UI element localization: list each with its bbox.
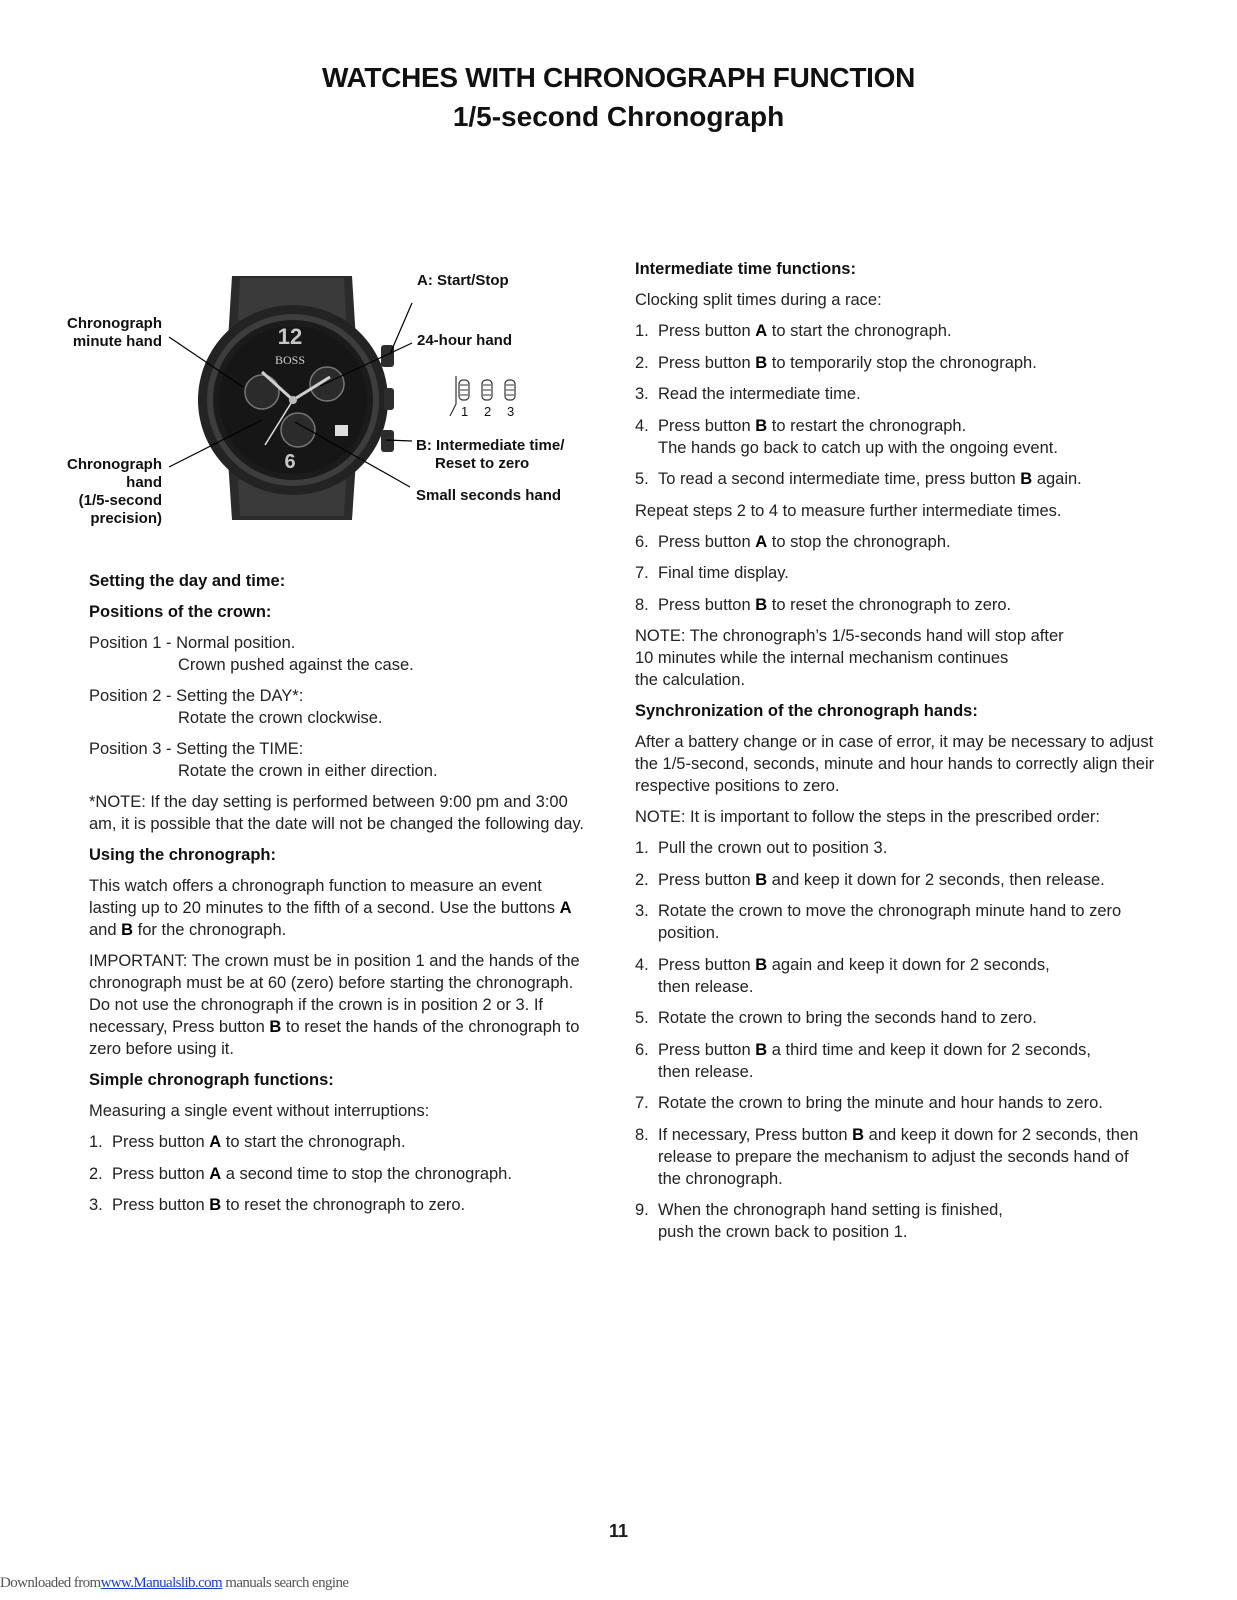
repeat-text: Repeat steps 2 to 4 to measure further intermediate times.	[635, 501, 1062, 520]
label-small-seconds-hand: Small seconds hand	[416, 487, 562, 504]
crown-position-item: Position 2 - Setting the DAY*: Rotate the crown clockwise.	[89, 687, 383, 727]
list-item: 1. Press button A to start the chronograph.	[89, 1133, 406, 1151]
label-chrono-minute-hand: Chronograph minute hand	[67, 315, 162, 350]
list-item: 5. Rotate the crown to bring the seconds hand to zero.	[635, 1009, 1037, 1027]
list-item: 6. Press button B a third time and keep it down for 2 seconds, then release.	[635, 1040, 1091, 1081]
crown-position-3: 3	[507, 404, 515, 419]
list-item: 6. Press button A to stop the chronograph.	[635, 532, 951, 551]
crown-position-item: Position 1 - Normal position. Crown pushed against the case.	[89, 634, 414, 674]
important-paragraph: IMPORTANT: The crown must be in position 1 and the hands of the chronograph must be at 60 (zero) before starting the chronograph. Do not use the chronograph if the crown is in position 2 or 3. If necessary, Press button B to reset the hands of the chronograph to zero before using it.	[89, 952, 580, 1058]
label-chrono-hand: Chronograph hand (1/5-second precision)	[67, 456, 162, 527]
crown-heading: Positions of the crown:	[89, 603, 272, 621]
list-item: 3. Rotate the crown to move the chronograph minute hand to zero position.	[635, 902, 1122, 942]
page-subtitle: 1/5-second Chronograph	[452, 101, 785, 132]
list-item: 2. Press button B and keep it down for 2 seconds, then release.	[635, 870, 1105, 889]
label-button-b: B: Intermediate time/ Reset to zero	[416, 437, 565, 472]
intermediate-intro: Clocking split times during a race:	[635, 291, 882, 309]
dial-six: 6	[284, 451, 296, 473]
label-start-stop: A: Start/Stop	[417, 272, 509, 289]
intermediate-heading: Intermediate time functions:	[635, 260, 856, 278]
sync-paragraph: After a battery change or in case of error, it may be necessary to adjust the 1/5-second, seconds, minute and hour hands to correctly align their respective positions to zero.	[635, 733, 1155, 795]
list-item: 4. Press button B to restart the chronograph. The hands go back to catch up with the ongoing event.	[635, 416, 1058, 457]
list-item: 4. Press button B again and keep it down for 2 seconds, then release.	[635, 955, 1050, 996]
list-item: 1. Pull the crown out to position 3.	[635, 839, 888, 857]
list-item: 7. Rotate the crown to bring the minute and hour hands to zero.	[635, 1094, 1103, 1112]
chrono-note: NOTE: The chronograph’s 1/5-seconds hand will stop after 10 minutes while the internal mechanism continues the calculation.	[635, 627, 1064, 689]
list-item: 3. Read the intermediate time.	[635, 385, 861, 403]
brand-logo: BOSS	[274, 353, 306, 367]
final-steps-list	[635, 531, 1155, 616]
intermediate-steps-list	[635, 320, 1155, 490]
right-column	[635, 258, 1155, 1253]
list-item: 2. Press button B to temporarily stop the chronograph.	[635, 353, 1037, 372]
list-item: 8. Press button B to reset the chronograph to zero.	[635, 595, 1012, 614]
list-item: 1. Press button A to start the chronograph.	[635, 322, 952, 340]
simple-intro: Measuring a single event without interruptions:	[89, 1102, 430, 1120]
crown-position-1: 1	[461, 404, 469, 419]
list-item: 7. Final time display.	[635, 564, 789, 582]
simple-heading: Simple chronograph functions:	[89, 1071, 334, 1089]
crown-position-item: Position 3 - Setting the TIME: Rotate the crown in either direction.	[89, 740, 438, 780]
watch-diagram	[0, 260, 600, 550]
using-paragraph: This watch offers a chronograph function to measure an event lasting up to 20 minutes to the fifth of a second. Use the buttons A and B for the chronograph.	[89, 877, 572, 939]
sync-steps-list	[635, 837, 1155, 1243]
list-item: 9. When the chronograph hand setting is finished, push the crown back to position 1.	[635, 1201, 1003, 1241]
list-item: 8. If necessary, Press button B and keep it down for 2 seconds, then release to prepare the mechanism to adjust the seconds hand of the chronograph.	[635, 1125, 1139, 1188]
simple-steps-list	[89, 1131, 589, 1216]
manualslib-link[interactable]: www.Manualslib.com	[100, 1575, 223, 1591]
day-setting-note: *NOTE: If the day setting is performed between 9:00 pm and 3:00 am, it is possible that the date will not be changed the following day.	[89, 793, 584, 833]
sync-heading: Synchronization of the chronograph hands:	[635, 702, 978, 720]
page-number: 11	[608, 1521, 629, 1541]
dial-twelve: 12	[277, 324, 303, 349]
download-footer: Downloaded fromwww.Manualslib.com manuals search engine	[0, 1575, 349, 1591]
setting-heading: Setting the day and time:	[89, 572, 286, 590]
list-item: 2. Press button A a second time to stop the chronograph.	[89, 1164, 512, 1183]
crown-position-2: 2	[484, 404, 492, 419]
list-item: 3. Press button B to reset the chronograph to zero.	[89, 1196, 466, 1214]
sync-note: NOTE: It is important to follow the steps in the prescribed order:	[635, 808, 1100, 826]
left-column	[89, 570, 589, 1226]
list-item: 5. To read a second intermediate time, press button B again.	[635, 470, 1082, 488]
page-title: WATCHES WITH CHRONOGRAPH FUNCTION	[321, 62, 916, 93]
using-heading: Using the chronograph:	[89, 846, 276, 864]
label-24-hour-hand: 24-hour hand	[417, 332, 513, 349]
